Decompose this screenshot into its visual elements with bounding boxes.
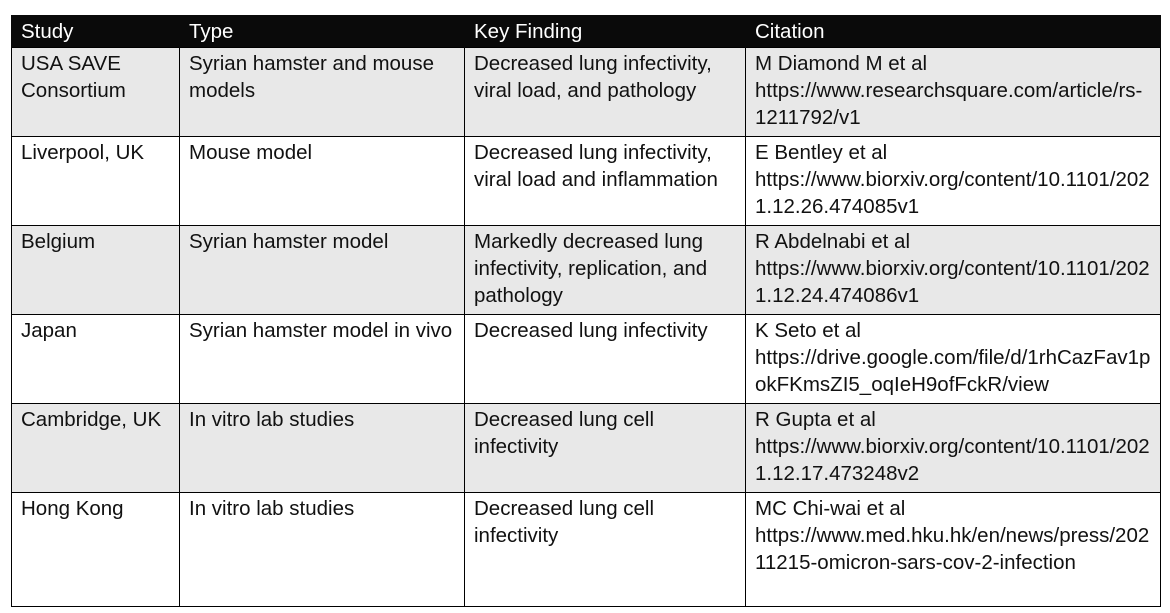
- study-cell: Liverpool, UK: [12, 137, 180, 226]
- citation-author: M Diamond M et al: [755, 52, 928, 75]
- finding-cell: Decreased lung cell infectivity: [465, 493, 746, 607]
- citation-author: E Bentley et al: [755, 141, 888, 164]
- finding-cell: Decreased lung cell infectivity: [465, 404, 746, 493]
- study-cell: Cambridge, UK: [12, 404, 180, 493]
- header-key-finding: Key Finding: [465, 15, 746, 48]
- type-cell: Syrian hamster model: [180, 226, 465, 315]
- study-cell: Hong Kong: [12, 493, 180, 607]
- citation-author: MC Chi-wai et al: [755, 497, 906, 520]
- citation-author: R Gupta et al: [755, 408, 876, 431]
- finding-cell: Decreased lung infectivity, viral load and inflammation: [465, 137, 746, 226]
- header-type: Type: [180, 15, 465, 48]
- table-row: [12, 226, 1161, 315]
- type-cell: Mouse model: [180, 137, 465, 226]
- citation-url: https://www.biorxiv.org/content/10.1101/2021.12.17.473248v2: [755, 435, 1150, 485]
- citation-cell: [746, 137, 1161, 226]
- finding-cell: Markedly decreased lung infectivity, replication, and pathology: [465, 226, 746, 315]
- type-cell: In vitro lab studies: [180, 404, 465, 493]
- table-row: [12, 404, 1161, 493]
- type-cell: In vitro lab studies: [180, 493, 465, 607]
- citation-author: K Seto et al: [755, 319, 861, 342]
- citation-url: https://drive.google.com/file/d/1rhCazFav1pokFKmsZI5_oqIeH9ofFckR/view: [755, 346, 1151, 396]
- citation-cell: [746, 493, 1161, 607]
- header-citation: Citation: [746, 15, 1161, 48]
- study-cell: USA SAVE Consortium: [12, 48, 180, 137]
- table-row: [12, 315, 1161, 404]
- study-cell: Japan: [12, 315, 180, 404]
- table-row: [12, 48, 1161, 137]
- finding-cell: Decreased lung infectivity: [465, 315, 746, 404]
- citation-cell: [746, 404, 1161, 493]
- table-row: [12, 137, 1161, 226]
- citation-cell: [746, 226, 1161, 315]
- studies-table: [11, 15, 1161, 607]
- type-cell: Syrian hamster model in vivo: [180, 315, 465, 404]
- citation-cell: [746, 315, 1161, 404]
- table-row: [12, 493, 1161, 607]
- citation-cell: [746, 48, 1161, 137]
- type-cell: Syrian hamster and mouse models: [180, 48, 465, 137]
- citation-url: https://www.biorxiv.org/content/10.1101/2021.12.24.474086v1: [755, 257, 1150, 307]
- table-header-row: [12, 15, 1161, 48]
- citation-url: https://www.med.hku.hk/en/news/press/20211215-omicron-sars-cov-2-infection: [755, 524, 1150, 574]
- header-study: Study: [12, 15, 180, 48]
- citation-url: https://www.researchsquare.com/article/rs-1211792/v1: [755, 79, 1143, 129]
- citation-url: https://www.biorxiv.org/content/10.1101/2021.12.26.474085v1: [755, 168, 1150, 218]
- citation-author: R Abdelnabi et al: [755, 230, 911, 253]
- finding-cell: Decreased lung infectivity, viral load, and pathology: [465, 48, 746, 137]
- study-cell: Belgium: [12, 226, 180, 315]
